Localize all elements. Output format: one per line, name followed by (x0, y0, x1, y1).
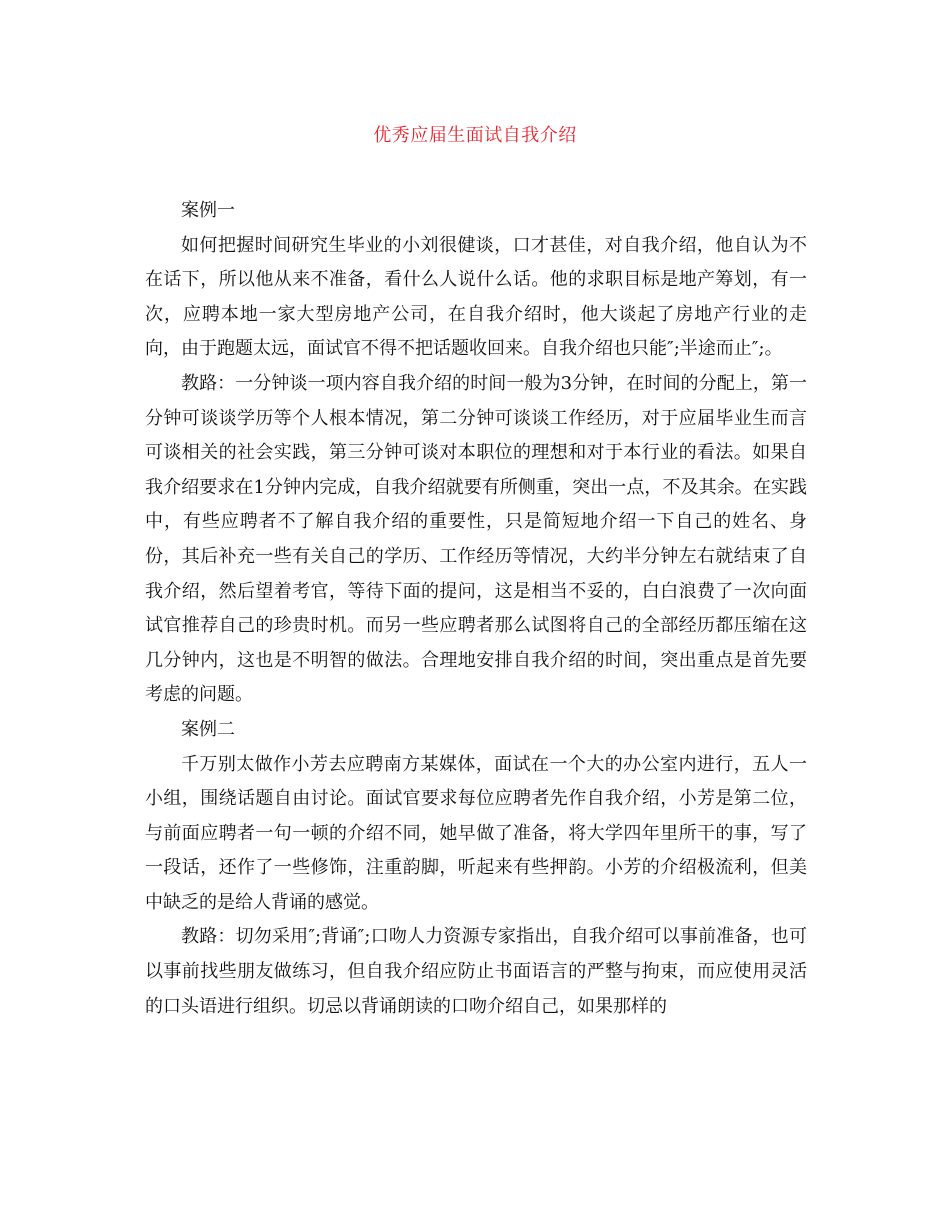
document-title: 优秀应届生面试自我介绍 (373, 125, 577, 146)
section-heading-case-2: 案例二 (181, 718, 235, 740)
paragraph-case-2-advice: 教路：切勿采用″;背诵″;口吻人力资源专家指出，自我介绍可以事前准备，也可以事前找些朋友做练习，但自我介绍应防止书面语言的严整与拘束，而应使用灵活的口头语进行组织。切忌以背诵朗读的口吻介绍自己，如果那样的 (145, 926, 807, 1017)
paragraph-case-2-story: 千万别太做作小芳去应聘南方某媒体，面试在一个大的办公室内进行，五人一小组，围绕话题自由讨论。面试官要求每位应聘者先作自我介绍，小芳是第二位，与前面应聘者一句一顿的介绍不同，她早做了准备，将大学四年里所干的事，写了一段话，还作了一些修饰，注重韵脚，听起来有些押韵。小芳的介绍极流利，但美中缺乏的是给人背诵的感觉。 (145, 753, 807, 913)
document-body (145, 194, 807, 1024)
section-heading-case-1: 案例一 (181, 200, 235, 221)
paragraph-case-1-story: 如何把握时间研究生毕业的小刘很健谈，口才甚佳，对自我介绍，他自认为不在话下，所以他从来不准备，看什么人说什么话。他的求职目标是地产筹划，有一次，应聘本地一家大型房地产公司，在自我介绍时，他大谈起了房地产行业的走向，由于跑题太远，面试官不得不把话题收回来。自我介绍也只能″;半途而止″;。 (145, 234, 807, 360)
paragraph-case-1-advice: 教路：一分钟谈一项内容自我介绍的时间一般为3分钟，在时间的分配上，第一分钟可谈谈学历等个人根本情况，第二分钟可谈谈工作经历，对于应届毕业生而言可谈相关的社会实践，第三分钟可谈对本职位的理想和对于本行业的看法。如果自我介绍要求在1分钟内完成，自我介绍就要有所侧重，突出一点，不及其余。在实践中，有些应聘者不了解自我介绍的重要性，只是简短地介绍一下自己的姓名、身份，其后补充一些有关自己的学历、工作经历等情况，大约半分钟左右就结束了自我介绍，然后望着考官，等待下面的提问，这是相当不妥的，白白浪费了一次向面试官推荐自己的珍贵时机。而另一些应聘者那么试图将自己的全部经历都压缩在这几分钟内，这也是不明智的做法。合理地安排自我介绍的时间，突出重点是首先要考虑的问题。 (145, 372, 807, 706)
